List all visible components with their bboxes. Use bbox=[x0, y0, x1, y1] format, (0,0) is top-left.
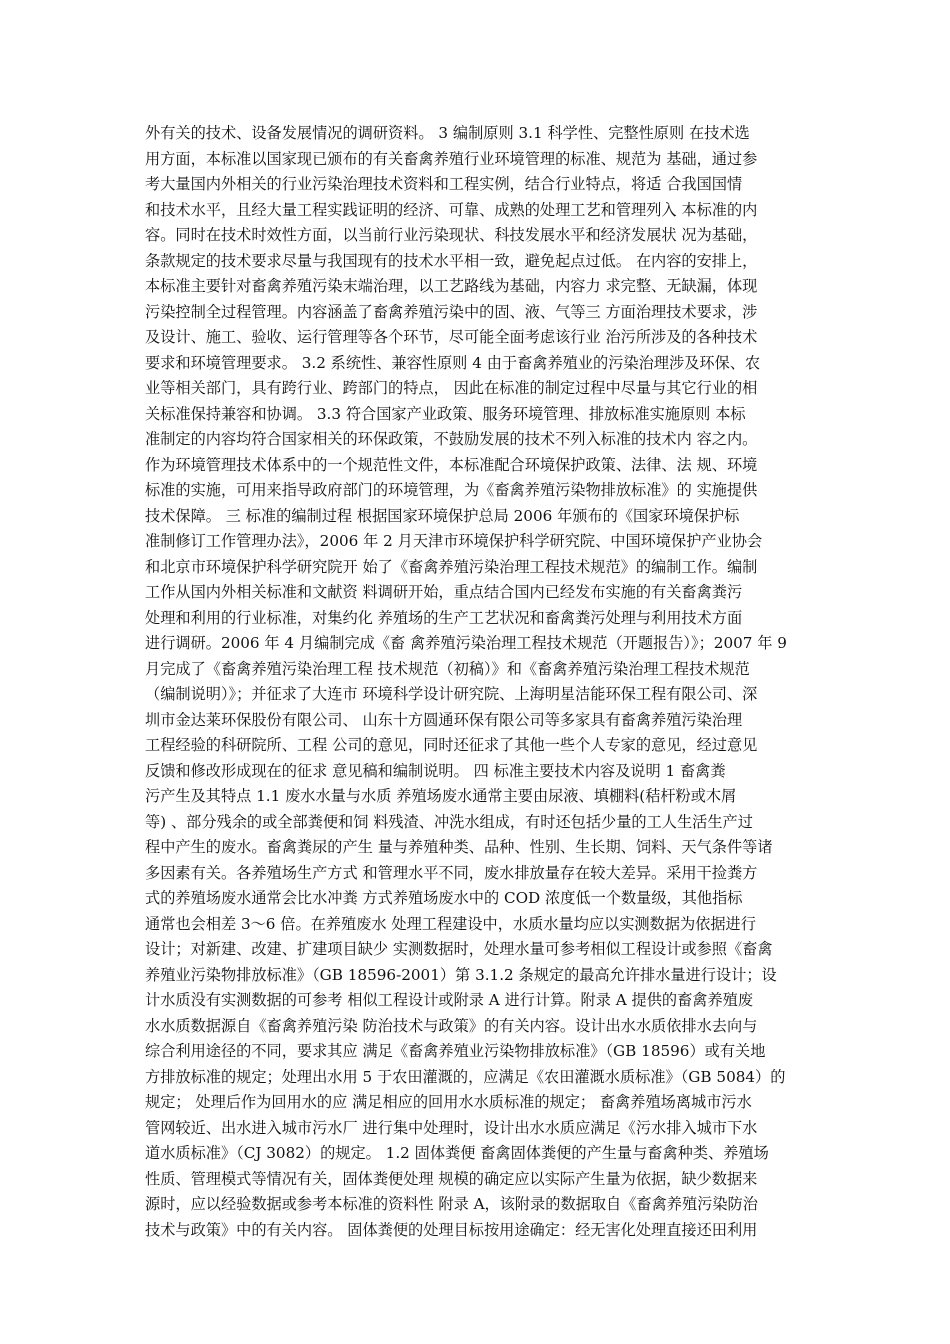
text-line: 技术保障。 三 标准的编制过程 根据国家环境保护总局 2006 年颁布的《国家环境保护标 bbox=[145, 506, 740, 525]
text-line: 综合利用途径的不同，要求其应 满足《畜禽养殖业污染物排放标准》（GB 18596）或有关地 bbox=[145, 1042, 766, 1060]
text-line: 技术与政策》中的有关内容。 固体粪便的处理目标按用途确定：经无害化处理直接还田利用 bbox=[145, 1220, 758, 1239]
text-line: 考大量国内外相关的行业污染治理技术资料和工程实例，结合行业特点，将适 合我国国情 bbox=[145, 175, 743, 193]
text-line: 及设计、施工、验收、运行管理等各个环节，尽可能全面考虑该行业 治污所涉及的各种技术 bbox=[145, 328, 758, 346]
text-line: 用方面，本标准以国家现已颁布的有关畜禽养殖行业环境管理的标准、规范为 基础，通过参 bbox=[145, 149, 758, 168]
text-line: 和北京市环境保护科学研究院开 始了《畜禽养殖污染治理工程技术规范》的编制工作。编制 bbox=[145, 557, 758, 576]
text-line: 设计；对新建、改建、扩建项目缺少 实测数据时，处理水量可参考相似工程设计或参照《畜禽 bbox=[145, 940, 773, 958]
text-line: 工作从国内外相关标准和文献资 料调研开始，重点结合国内已经发布实施的有关畜禽粪污 bbox=[145, 583, 743, 601]
text-line: 方排放标准的规定；处理出水用 5 于农田灌溉的，应满足《农田灌溉水质标准》（GB 5084）的 bbox=[145, 1067, 786, 1086]
text-line: 管网较近、出水进入城市污水厂 进行集中处理时，设计出水水质应满足《污水排入城市下水 bbox=[145, 1118, 758, 1137]
text-line: 业等相关部门，具有跨行业、跨部门的特点， 因此在标准的制定过程中尽量与其它行业的相 bbox=[145, 379, 758, 397]
text-line: 式的养殖场废水通常会比水冲粪 方式养殖场废水中的 COD 浓度低一个数量级，其他指标 bbox=[145, 889, 743, 907]
text-line: 水水质数据源自《畜禽养殖污染 防治技术与政策》的有关内容。设计出水水质依排水去向与 bbox=[145, 1016, 758, 1035]
text-line: 作为环境管理技术体系中的一个规范性文件，本标准配合环境保护政策、法律、法 规、环境 bbox=[145, 455, 758, 474]
text-line: 多因素有关。各养殖场生产方式 和管理水平不同，废水排放量存在较大差异。采用干捡粪方 bbox=[145, 863, 758, 882]
text-line: 污产生及其特点 1.1 废水水量与水质 养殖场废水通常主要由尿液、填棚料(秸杆粉或木屑 bbox=[145, 787, 737, 805]
text-line: 条款规定的技术要求尽量与我国现有的技术水平相一致，避免起点过低。 在内容的安排上， bbox=[145, 251, 758, 270]
text-line: 进行调研。2006 年 4 月编制完成《畜 禽养殖污染治理工程技术规范（开题报告）》；2007 年 9 bbox=[145, 634, 787, 652]
text-line: 污染控制全过程管理。内容涵盖了畜禽养殖污染中的固、液、气等三 方面治理技术要求，涉 bbox=[145, 302, 758, 321]
text-line: 计水质没有实测数据的可参考 相似工程设计或附录 A 进行计算。附录 A 提供的畜禽养殖废 bbox=[145, 991, 754, 1009]
text-line: 和技术水平，且经大量工程实践证明的经济、可靠、成熟的处理工艺和管理列入 本标准的内 bbox=[145, 200, 758, 219]
text-line: （编制说明）》；并征求了大连市 环境科学设计研究院、上海明星洁能环保工程有限公司、深 bbox=[145, 685, 758, 703]
text-line: 圳市金达莱环保股份有限公司、 山东十方圆通环保有限公司等多家具有畜禽养殖污染治理 bbox=[145, 710, 743, 729]
text-line: 标准的实施，可用来指导政府部门的环境管理，为《畜禽养殖污染物排放标准》的 实施提供 bbox=[145, 481, 758, 499]
text-line: 准制定的内容均符合国家相关的环保政策，不鼓励发展的技术不列入标准的技术内 容之内。 bbox=[145, 430, 758, 448]
text-line: 等) 、部分残余的或全部粪便和饲 料残渣、冲洗水组成，有时还包括少量的工人生活生产过 bbox=[145, 812, 753, 831]
text-line: 处理和利用的行业标准，对集约化 养殖场的生产工艺状况和畜禽粪污处理与利用技术方面 bbox=[145, 608, 743, 627]
text-line: 反馈和修改形成现在的征求 意见稿和编制说明。 四 标准主要技术内容及说明 1 畜禽粪 bbox=[145, 761, 726, 780]
text-line: 准制修订工作管理办法》，2006 年 2 月天津市环境保护科学研究院、中国环境保护产业协会 bbox=[145, 532, 763, 550]
text-line: 道水质标准》（CJ 3082）的规定。 1.2 固体粪便 畜禽固体粪便的产生量与畜禽种类、养殖场 bbox=[145, 1144, 769, 1162]
text-line: 关标准保持兼容和协调。 3.3 符合国家产业政策、服务环境管理、排放标准实施原则 本标 bbox=[145, 404, 746, 423]
text-line: 月完成了《畜禽养殖污染治理工程 技术规范（初稿）》和《畜禽养殖污染治理工程技术规范 bbox=[145, 659, 750, 678]
text-line: 本标准主要针对畜禽养殖污染末端治理，以工艺路线为基础，内容力 求完整、无缺漏，体现 bbox=[145, 277, 758, 295]
text-line: 源时，应以经验数据或参考本标准的资料性 附录 A，该附录的数据取自《畜禽养殖污染防治 bbox=[145, 1195, 758, 1213]
text-line: 容。同时在技术时效性方面，以当前行业污染现状、科技发展水平和经济发展状 况为基础， bbox=[145, 226, 758, 244]
text-line: 工程经验的科研院所、工程 公司的意见，同时还征求了其他一些个人专家的意见，经过意见 bbox=[145, 736, 758, 754]
text-line: 外有关的技术、设备发展情况的调研资料。 3 编制原则 3.1 科学性、完整性原则 在技术选 bbox=[145, 124, 750, 142]
text-line: 养殖业污染物排放标准》（GB 18596-2001）第 3.1.2 条规定的最高允许排水量进行设计；设 bbox=[145, 965, 777, 984]
text-line: 通常也会相差 3～6 倍。在养殖废水 处理工程建设中，水质水量均应以实测数据为依据进行 bbox=[145, 914, 756, 933]
body-text bbox=[145, 121, 825, 1243]
text-line: 要求和环境管理要求。 3.2 系统性、兼容性原则 4 由于畜禽养殖业的污染治理涉及环保、农 bbox=[145, 353, 761, 372]
text-line: 规定； 处理后作为回用水的应 满足相应的回用水水质标准的规定； 畜禽养殖场离城市污水 bbox=[145, 1093, 752, 1111]
text-line: 性质、管理模式等情况有关，固体粪便处理 规模的确定应以实际产生量为依据，缺少数据来 bbox=[145, 1169, 758, 1188]
text-line: 程中产生的废水。畜禽粪尿的产生 量与养殖种类、品种、性别、生长期、饲料、天气条件等诸 bbox=[145, 838, 773, 856]
